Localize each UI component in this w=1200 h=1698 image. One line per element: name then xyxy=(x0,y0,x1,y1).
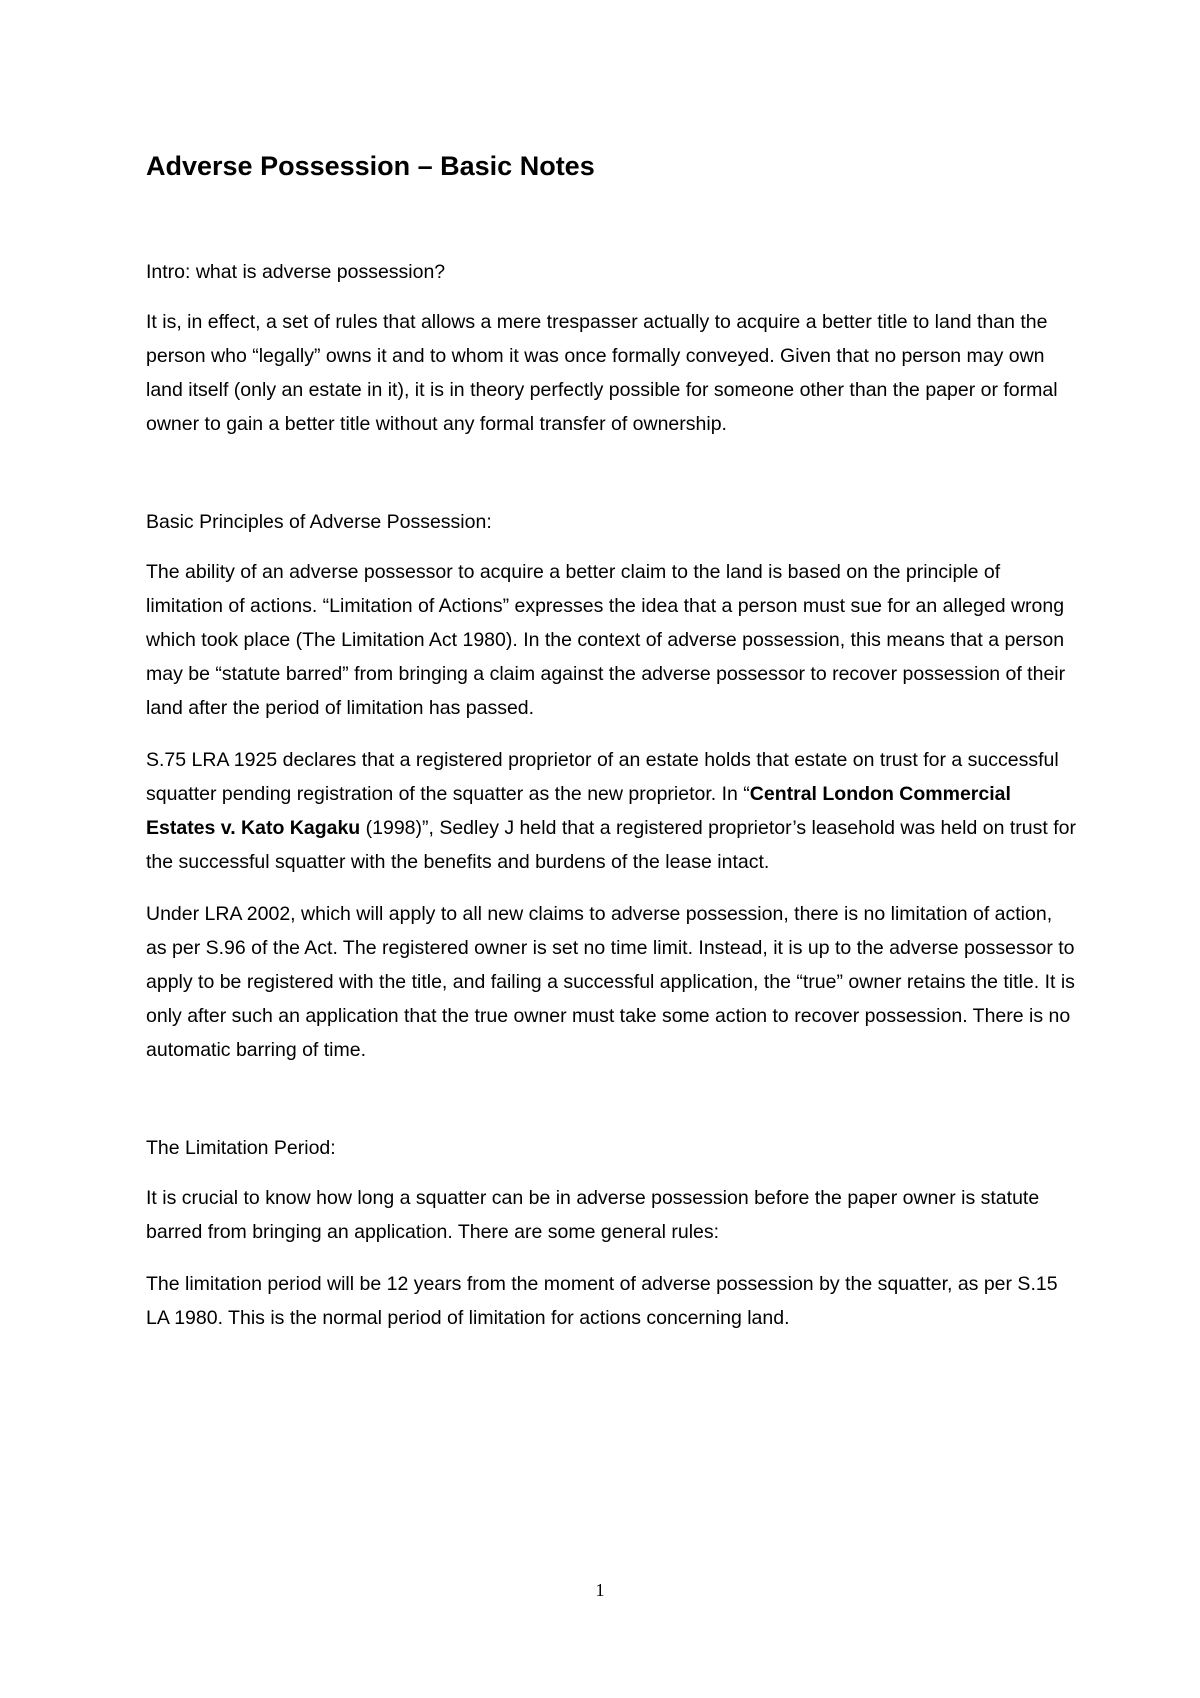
section-heading-principles: Basic Principles of Adverse Possession: xyxy=(146,511,492,533)
limitation-paragraph-1: It is crucial to know how long a squatter can be in adverse possession before the paper owner is statute barred from bringing an application. There are some general rules: xyxy=(146,1187,1040,1243)
document-body xyxy=(146,148,1076,1353)
case-name: Central London Commercial Estates v. Kato Kagaku xyxy=(146,783,1011,839)
section-spacer xyxy=(146,1085,1076,1131)
principles-paragraph-2-text-a: S.75 LRA 1925 declares that a registered proprietor of an estate holds that estate on trust for a successful squatter pending registration of the squatter as the new proprietor. In “ xyxy=(146,749,1059,805)
principles-paragraph-3: Under LRA 2002, which will apply to all new claims to adverse possession, there is no limitation of action, as per S.96 of the Act. The registered owner is set no time limit. Instead, it is up to the adverse possessor to apply to be registered with the title, and failing a successful application, the “true” owner retains the title. It is only after such an application that the true owner must take some action to recover possession. There is no automatic barring of time. xyxy=(146,903,1075,1061)
page-number: 1 xyxy=(595,1580,605,1600)
principles-paragraph-1: The ability of an adverse possessor to acquire a better claim to the land is based on the principle of limitation of actions. “Limitation of Actions” expresses the idea that a person must sue for an alleged wrong which took place (The Limitation Act 1980). In the context of adverse possession, this means that a person may be “statute barred” from bringing a claim against the adverse possessor to recover possession of their land after the period of limitation has passed. xyxy=(146,561,1066,719)
limitation-paragraph-2: The limitation period will be 12 years from the moment of adverse possession by the squatter, as per S.15 LA 1980. This is the normal period of limitation for actions concerning land. xyxy=(146,1273,1058,1329)
principles-paragraph-2 xyxy=(146,743,1076,879)
section-heading-limitation: The Limitation Period: xyxy=(146,1137,336,1159)
section-heading-intro: Intro: what is adverse possession? xyxy=(146,261,446,283)
section-spacer xyxy=(146,459,1076,505)
document-title: Adverse Possession – Basic Notes xyxy=(146,151,595,181)
intro-paragraph: It is, in effect, a set of rules that allows a mere trespasser actually to acquire a better title to land than the person who “legally” owns it and to whom it was once formally conveyed. Given that no person may own land itself (only an estate in it), it is in theory perfectly possible for someone other than the paper or formal owner to gain a better title without any formal transfer of ownership. xyxy=(146,311,1058,435)
principles-paragraph-2-text-b: (1998)”, Sedley J held that a registered proprietor’s leasehold was held on trust for the successful squatter with the benefits and burdens of the lease intact. xyxy=(146,817,1076,873)
